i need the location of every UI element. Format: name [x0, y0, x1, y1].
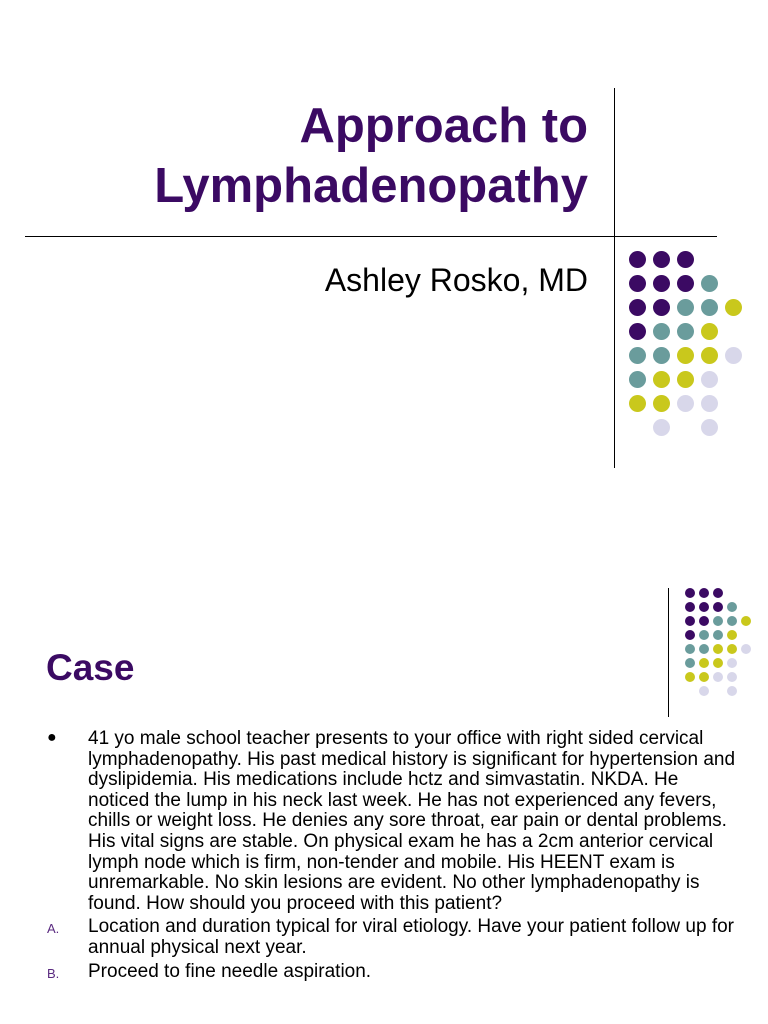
dot-purple [685, 602, 695, 612]
dot-purple [653, 275, 670, 292]
case-description: 41 yo male school teacher presents to your office with right sided cervical lymphadenopathy. His past medical history is significant for hypertension and dyslipidemia. His medications include hctz and simvastatin. NKDA. He noticed the lump in his neck last week. He has not experienced any fevers, chills or weight loss. He denies any sore throat, ear pain or dental problems. His vital signs are stable. On physical exam he has a 2cm anterior cervical lymph node which is firm, non-tender and mobile. His HEENT exam is unremarkable. No skin lesions are evident. No other lymphadenopathy is found. How should you proceed with this patient? [88, 728, 736, 914]
slide-content [0, 729, 768, 982]
option-text: Location and duration typical for viral etiology. Have your patient follow up for annual physical next year. [88, 916, 735, 958]
dot-lavender [741, 644, 751, 654]
dot-teal [653, 347, 670, 364]
dot-lavender [701, 419, 718, 436]
dot-purple [629, 299, 646, 316]
answer-option-a [47, 916, 738, 958]
dot-teal [685, 644, 695, 654]
dot-purple [629, 275, 646, 292]
dot-purple [699, 616, 709, 626]
dot-olive [727, 644, 737, 654]
dot-purple [685, 616, 695, 626]
dot-olive [727, 630, 737, 640]
dot-purple [685, 630, 695, 640]
dot-teal [629, 347, 646, 364]
dot-teal [727, 602, 737, 612]
dot-lavender [677, 395, 694, 412]
dot-olive [629, 395, 646, 412]
dot-purple [629, 251, 646, 268]
dot-olive [741, 616, 751, 626]
option-text: Proceed to fine needle aspiration. [88, 960, 372, 982]
dot-olive [653, 371, 670, 388]
dot-lavender [727, 658, 737, 668]
dot-purple [629, 323, 646, 340]
dot-olive [699, 672, 709, 682]
dot-lavender [701, 395, 718, 412]
dot-teal [685, 658, 695, 668]
dot-teal [701, 275, 718, 292]
dot-lavender [713, 672, 723, 682]
dot-purple [685, 588, 695, 598]
bullet-dot-icon: ● [47, 729, 57, 746]
vertical-divider [614, 88, 615, 468]
dot-purple [713, 602, 723, 612]
dot-lavender [701, 371, 718, 388]
dot-teal [677, 323, 694, 340]
dot-olive [713, 658, 723, 668]
dot-olive [701, 347, 718, 364]
slide-title: Case [46, 647, 135, 688]
dot-teal [701, 299, 718, 316]
vertical-divider [668, 588, 669, 717]
answer-option-b [47, 960, 738, 983]
dot-lavender [727, 686, 737, 696]
dot-olive [677, 371, 694, 388]
dot-olive [653, 395, 670, 412]
option-letter: A. [47, 921, 60, 937]
dot-teal [713, 630, 723, 640]
dot-teal [677, 299, 694, 316]
dot-teal [653, 323, 670, 340]
dot-teal [629, 371, 646, 388]
dot-purple [653, 299, 670, 316]
dot-teal [699, 644, 709, 654]
dot-purple [653, 251, 670, 268]
dot-lavender [653, 419, 670, 436]
dot-olive [701, 323, 718, 340]
dot-lavender [699, 686, 709, 696]
option-letter: B. [47, 965, 60, 981]
case-bullet [47, 728, 738, 914]
dot-teal [699, 630, 709, 640]
dot-olive [725, 299, 742, 316]
dot-purple [677, 251, 694, 268]
dot-olive [677, 347, 694, 364]
dot-purple [699, 588, 709, 598]
dot-purple [677, 275, 694, 292]
dot-lavender [725, 347, 742, 364]
dot-olive [713, 644, 723, 654]
dot-lavender [727, 672, 737, 682]
dot-teal [727, 616, 737, 626]
dot-purple [699, 602, 709, 612]
dot-teal [713, 616, 723, 626]
case-slide [0, 512, 768, 1024]
presentation-title: Approach to Lymphadenopathy [154, 99, 588, 213]
dot-olive [699, 658, 709, 668]
author-name: Ashley Rosko, MD [324, 262, 588, 298]
dot-olive [685, 672, 695, 682]
dot-purple [713, 588, 723, 598]
